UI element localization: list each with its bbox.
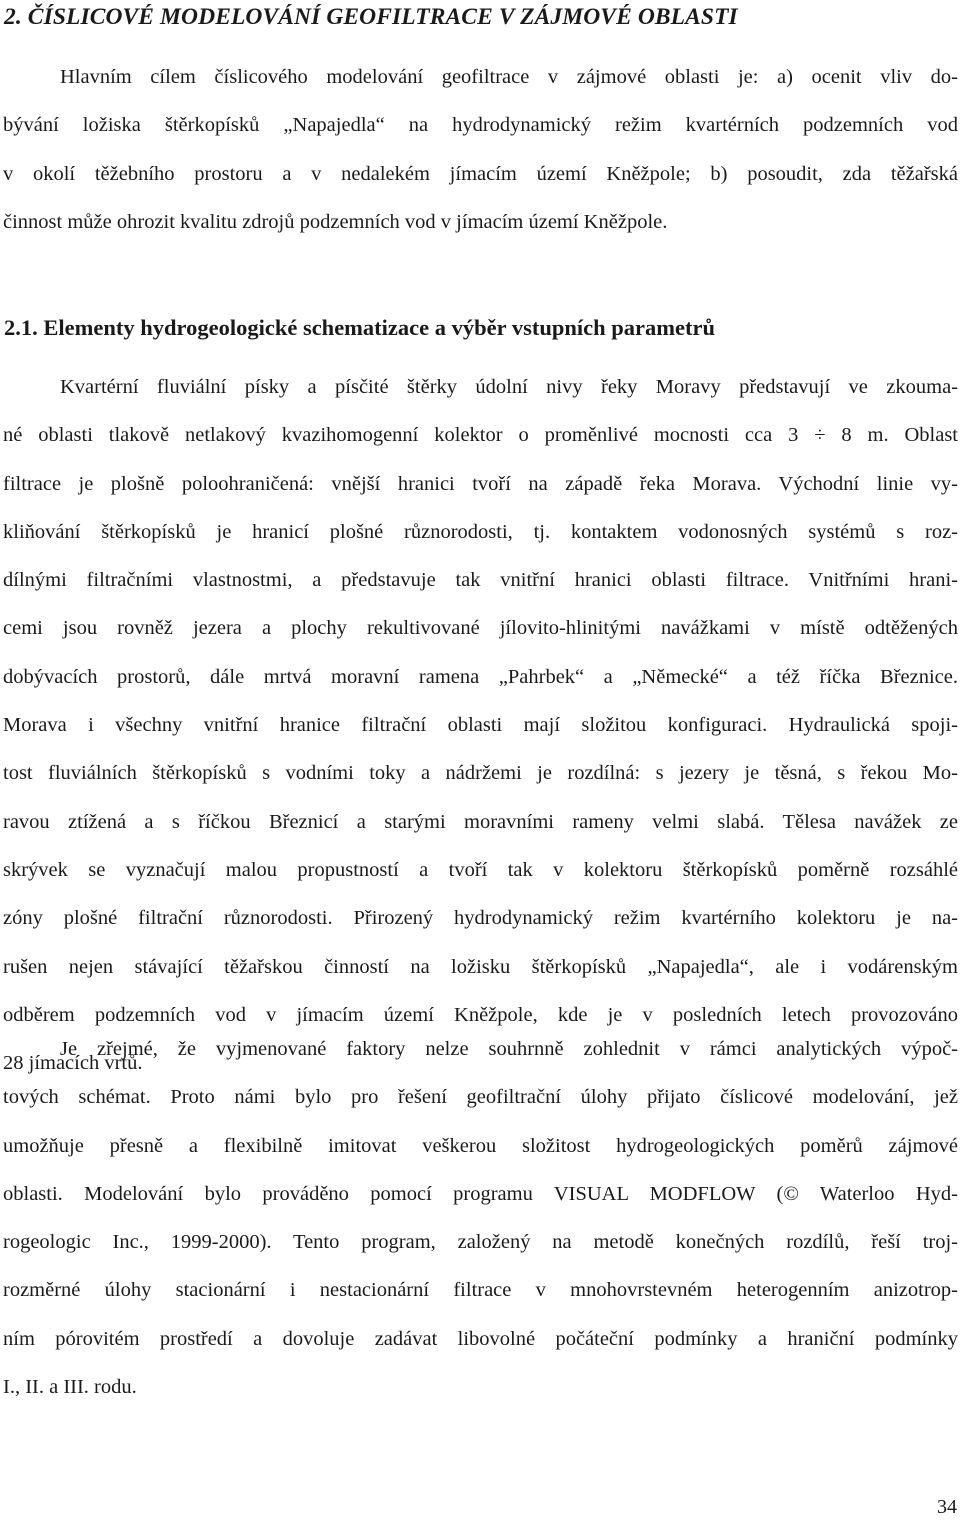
text-line: dílnými filtračními vlastnostmi, a představuje tak vnitřní hranici oblasti filtrace. Vnitřními hrani- xyxy=(3,569,958,592)
text-line: filtrace je plošně poloohraničená: vnější hranici tvoří na západě řeka Morava. Východní linie vy- xyxy=(3,472,958,495)
text-line: umožňuje přesně a flexibilně imitovat veškerou složitost hydrogeologických poměrů zájmové xyxy=(3,1134,958,1157)
text-line: v okolí těžebního prostoru a v nedalekém jímacím území Kněžpole; b) posoudit, zda těžařská xyxy=(3,162,958,185)
text-line: oblasti. Modelování bylo prováděno pomocí programu VISUAL MODFLOW (© Waterloo Hyd- xyxy=(3,1182,958,1205)
text-line: cemi jsou rovněž jezera a plochy rekultivované jílovito-hlinitými navážkami v místě odtěžených xyxy=(3,617,958,640)
text-line: rušen nejen stávající těžařskou činností na ložisku štěrkopísků „Napajedla“, ale i vodárenským xyxy=(3,955,958,978)
text-line: tových schémat. Proto námi bylo pro řešení geofiltrační úlohy přijato číslicové modelování, jež xyxy=(3,1086,958,1109)
text-line: Morava i všechny vnitřní hranice filtrační oblasti mají složitou konfiguraci. Hydraulická spoji- xyxy=(3,714,958,737)
text-line: Je zřejmé, že vyjmenované faktory nelze souhrnně zohlednit v rámci analytických výpoč- xyxy=(60,1038,958,1060)
text-line: tost fluviálních štěrkopísků s vodními toky a nádržemi je rozdílná: s jezery je těsná, s řekou Mo- xyxy=(3,762,958,785)
section-paragraph-2 xyxy=(3,1025,958,1411)
text-line: odběrem podzemních vod v jímacím území Kněžpole, kde je v posledních letech provozováno xyxy=(3,1003,958,1026)
text-line: zóny plošné filtrační různorodosti. Přirozený hydrodynamický režim kvartérního kolektoru je na- xyxy=(3,907,958,930)
text-line: ravou ztížená a s říčkou Březnicí a starými moravními rameny velmi slabá. Tělesa navážek ze xyxy=(3,810,958,833)
section-paragraph-1 xyxy=(3,363,958,1087)
text-line: I., II. a III. rodu. xyxy=(3,1376,137,1399)
text-line: činnost může ohrozit kvalitu zdrojů podzemních vod v jímacím území Kněžpole. xyxy=(3,210,668,233)
text-line: 28 jímacích vrtů. xyxy=(3,1052,143,1075)
text-line: skrývek se vyznačují malou propustností a tvoří tak v kolektoru štěrkopísků poměrně rozsáhlé xyxy=(3,858,958,881)
text-line: kliňování štěrkopísků je hranicí plošné různorodosti, tj. kontaktem vodonosných systémů s roz- xyxy=(3,520,958,543)
text-line: rozměrné úlohy stacionární i nestacionární filtrace v mnohovrstevném heterogenním anizotrop- xyxy=(3,1279,958,1302)
text-line: ním pórovitém prostředí a dovoluje zadávat libovolné počáteční podmínky a hraniční podmínky xyxy=(3,1327,958,1350)
text-line: rogeologic Inc., 1999-2000). Tento program, založený na metodě konečných rozdílů, řeší troj- xyxy=(3,1231,958,1254)
text-line: né oblasti tlakově netlakový kvazihomogenní kolektor o proměnlivé mocnosti cca 3 ÷ 8 m. Oblast xyxy=(3,424,958,447)
text-line: Kvartérní fluviální písky a písčité štěrky údolní nivy řeky Moravy představují ve zkouma- xyxy=(60,376,958,398)
section-heading: 2.1. Elementy hydrogeologické schematizace a výběr vstupních parametrů xyxy=(4,315,715,340)
chapter-heading: 2. ČÍSLICOVÉ MODELOVÁNÍ GEOFILTRACE V ZÁJMOVÉ OBLASTI xyxy=(4,4,738,30)
text-line: Hlavním cílem číslicového modelování geofiltrace v zájmové oblasti je: a) ocenit vliv do- xyxy=(60,66,958,88)
intro-paragraph xyxy=(3,53,958,246)
text-line: bývání ložiska štěrkopísků „Napajedla“ na hydrodynamický režim kvartérních podzemních vod xyxy=(3,114,958,137)
page-number: 34 xyxy=(937,1496,957,1518)
text-line: dobývacích prostorů, dále mrtvá moravní ramena „Pahrbek“ a „Německé“ a též říčka Březnice. xyxy=(3,665,958,688)
